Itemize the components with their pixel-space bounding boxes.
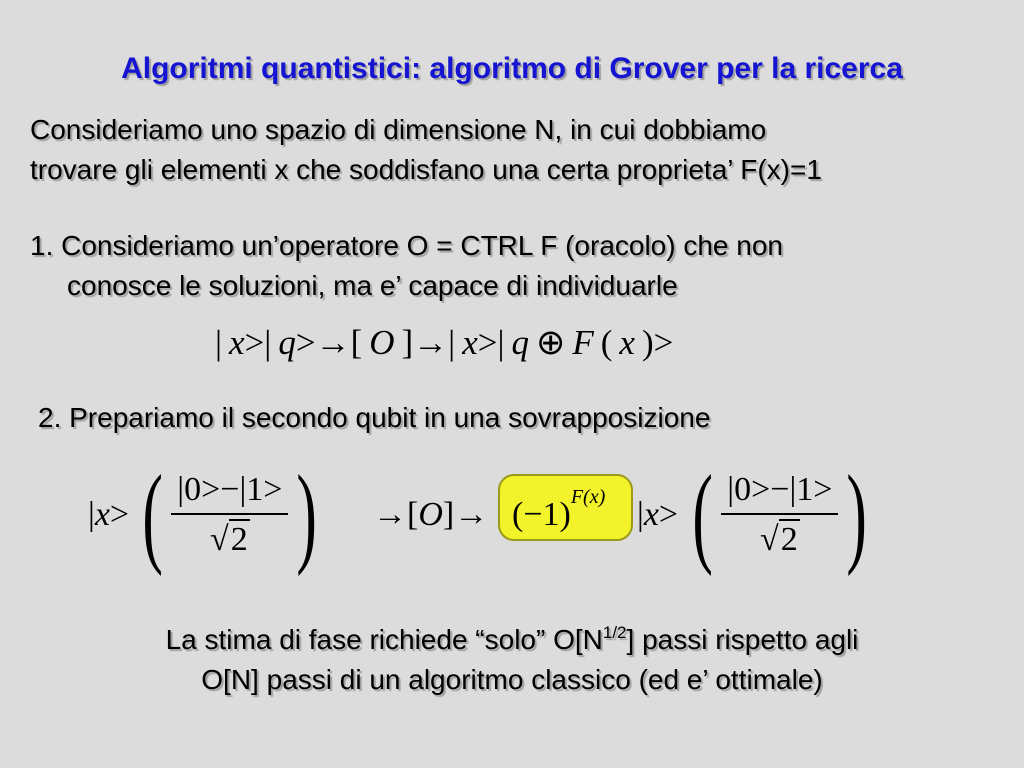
conclusion	[0, 620, 1024, 700]
eq1-ket-q-out: q	[511, 323, 530, 362]
eq1-function: F	[572, 323, 594, 362]
oracle-equation: | x>| q>→[ O ]→| x>| q ⊕ F ( x )>	[215, 323, 674, 362]
eq2-left-fraction	[134, 455, 326, 575]
step-2: 2. Prepariamo il secondo qubit in una sovrapposizione	[38, 402, 711, 433]
eq2-phase-factor	[512, 455, 605, 575]
phase-base: (−1)	[512, 496, 571, 533]
slide-title: Algoritmi quantistici: algoritmo di Grover per la ricerca	[121, 52, 903, 85]
intro-line-2: trovare gli elementi x che soddisfano una certa proprieta’ F(x)=1	[30, 154, 822, 185]
eq2-operator: →[ O ]→	[373, 496, 489, 533]
step-1-text-1: Consideriamo un’operatore O = CTRL F (oracolo) che non	[61, 230, 784, 261]
eq2-right-fraction	[684, 455, 876, 575]
intro-paragraph	[30, 110, 1010, 190]
step-1-marker: 1.	[30, 230, 54, 261]
eq1-ket-x-out: x	[462, 323, 478, 362]
conclusion-line-2: O[N] passi di un algoritmo classico (ed e’ ottimale)	[201, 664, 823, 695]
eq2-left-frac: $\frac{|0>-|1>}{√2}$	[171, 471, 288, 559]
eq2-right-frac: $\frac{|0>-|1>}{√2}$	[721, 471, 838, 559]
right-paren: )	[296, 453, 318, 577]
eq1-arg: x	[619, 323, 635, 362]
step-1-line-2: conosce le soluzioni, ma e’ capace di individuarle	[67, 270, 678, 301]
eq2-right-ket: | x >	[637, 496, 679, 533]
step-1	[30, 226, 1010, 306]
superposition-equation	[88, 455, 928, 575]
conclusion-line-1: La stima di fase richiede “solo” $O[N^{1/2}]$ passi rispetto agli	[165, 623, 859, 655]
intro-line-1: Consideriamo uno spazio di dimensione N, in cui dobbiamo	[30, 114, 767, 145]
eq1-ket-q: q	[278, 323, 296, 362]
left-paren: (	[142, 453, 163, 577]
left-paren-2: (	[692, 453, 713, 577]
eq1-ket-x: x	[229, 323, 245, 362]
eq2-left-ket: | x >	[88, 496, 130, 533]
right-paren-2: )	[846, 453, 868, 577]
eq1-operator: O	[369, 323, 395, 362]
step-1-line-1	[30, 226, 1010, 266]
phase-exponent: F(x)	[570, 485, 606, 508]
